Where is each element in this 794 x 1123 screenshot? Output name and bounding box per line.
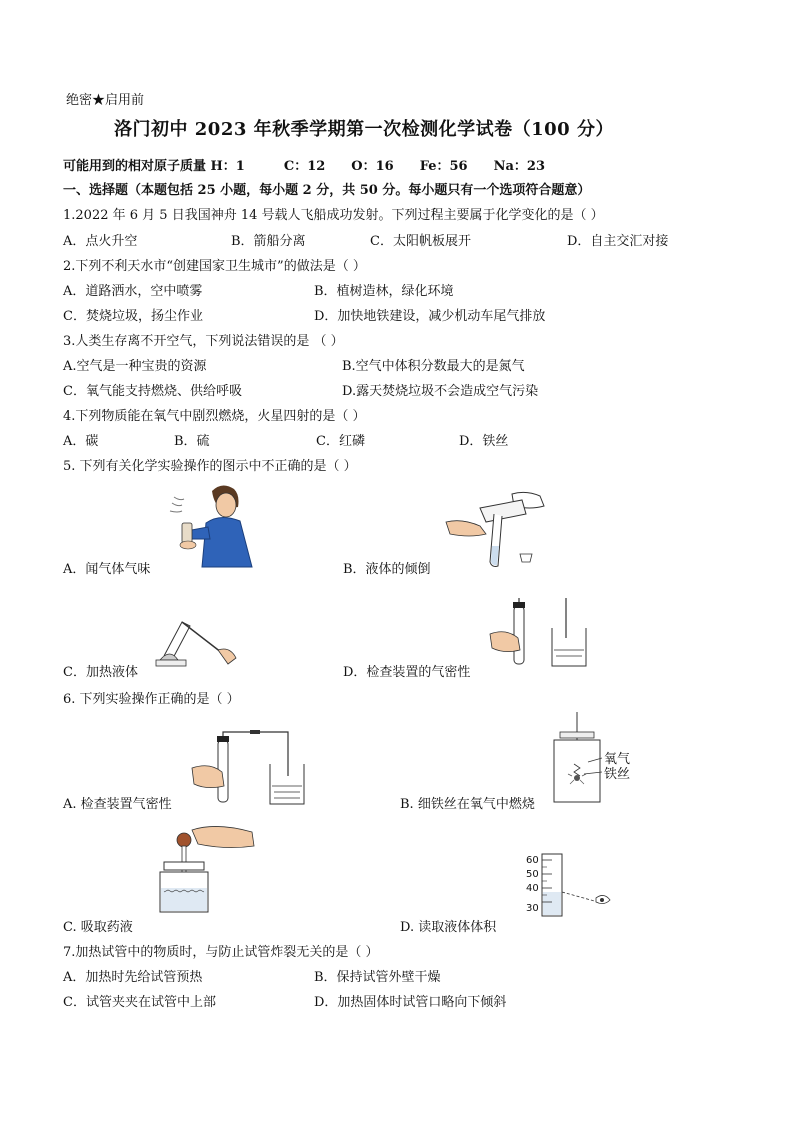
q7-option-a: A．加热时先给试管预热 [63,970,203,985]
q1-option-d: D．自主交汇对接 [567,234,669,249]
secret-label: 绝密★启用前 [66,93,145,108]
graduated-cylinder-illustration [522,852,618,918]
airtightness-check-illustration [486,598,602,670]
q2-option-c: C．焚烧垃圾，扬尘作业 [63,309,203,324]
q1-option-c: C．太阳帆板展开 [370,234,471,249]
q5-option-d: D．检查装置的气密性 [343,665,471,680]
q2-option-a: A．道路洒水，空中喷雾 [63,284,203,299]
q5-option-a: A．闻气体气味 [63,562,151,577]
atomic-masses: 可能用到的相对原子质量 H：1 C：12 O：16 Fe：56 Na：23 [63,159,545,174]
section-heading: 一、选择题（本题包括 25 小题，每小题 2 分，共 50 分。每小题只有一个选项符合题意） [63,183,591,198]
scale-30: 30 [526,903,539,914]
heat-liquid-illustration [150,598,240,670]
q3-option-b: B.空气中体积分数最大的是氮气 [342,359,525,374]
q3-option-d: D.露天焚烧垃圾不会造成空气污染 [342,384,539,399]
iron-wire-label: 铁丝 [604,767,631,782]
iron-burning-illustration [540,712,640,806]
smell-gas-illustration [168,483,264,569]
q6-option-a: A. 检查装置气密性 [63,797,172,812]
dropper-illustration [156,822,266,914]
q4-option-a: A．碳 [63,434,99,449]
q7-stem: 7.加热试管中的物质时，与防止试管炸裂无关的是（ ） [63,945,379,960]
q1-stem: 1.2022 年 6 月 5 日我国神舟 14 号载人飞船成功发射。下列过程主要属于化学变化的是（ ） [63,208,604,223]
q6a-airtightness-illustration [190,730,310,810]
q2-stem: 2.下列不利天水市“创建国家卫生城市”的做法是（ ） [63,259,366,274]
q5-stem: 5. 下列有关化学实验操作的图示中不正确的是（ ） [63,459,357,474]
q6-stem: 6. 下列实验操作正确的是（ ） [63,692,240,707]
q7-option-c: C．试管夹夹在试管中上部 [63,995,216,1010]
pour-liquid-illustration [440,486,550,572]
exam-title: 洛门初中 2023 年秋季学期第一次检测化学试卷（100 分） [114,119,614,140]
q7-option-b: B．保持试管外壁干燥 [314,970,441,985]
q5-option-b: B．液体的倾倒 [343,562,431,577]
q3-option-c: C．氧气能支持燃烧、供给呼吸 [63,384,242,399]
q3-stem: 3.人类生存离不开空气，下列说法错误的是 （ ） [63,334,344,349]
q3-option-a: A.空气是一种宝贵的资源 [63,359,207,374]
q1-option-a: A．点火升空 [63,234,138,249]
q6-option-d: D. 读取液体体积 [400,920,497,935]
q2-option-d: D．加快地铁建设，减少机动车尾气排放 [314,309,546,324]
q5-option-c: C．加热液体 [63,665,138,680]
q6-option-c: C. 吸取药液 [63,920,133,935]
q4-option-c: C．红磷 [316,434,365,449]
q1-option-b: B．箭船分离 [231,234,306,249]
q7-option-d: D．加热固体时试管口略向下倾斜 [314,995,507,1010]
q4-option-d: D．铁丝 [459,434,509,449]
scale-60: 60 [526,855,539,866]
scale-50: 50 [526,869,539,880]
scale-40: 40 [526,883,539,894]
q6-option-b: B. 细铁丝在氧气中燃烧 [400,797,535,812]
q4-stem: 4.下列物质能在氧气中剧烈燃烧，火星四射的是（ ） [63,409,366,424]
q4-option-b: B．硫 [174,434,210,449]
oxygen-label: 氧气 [604,752,631,767]
q2-option-b: B．植树造林，绿化环境 [314,284,454,299]
